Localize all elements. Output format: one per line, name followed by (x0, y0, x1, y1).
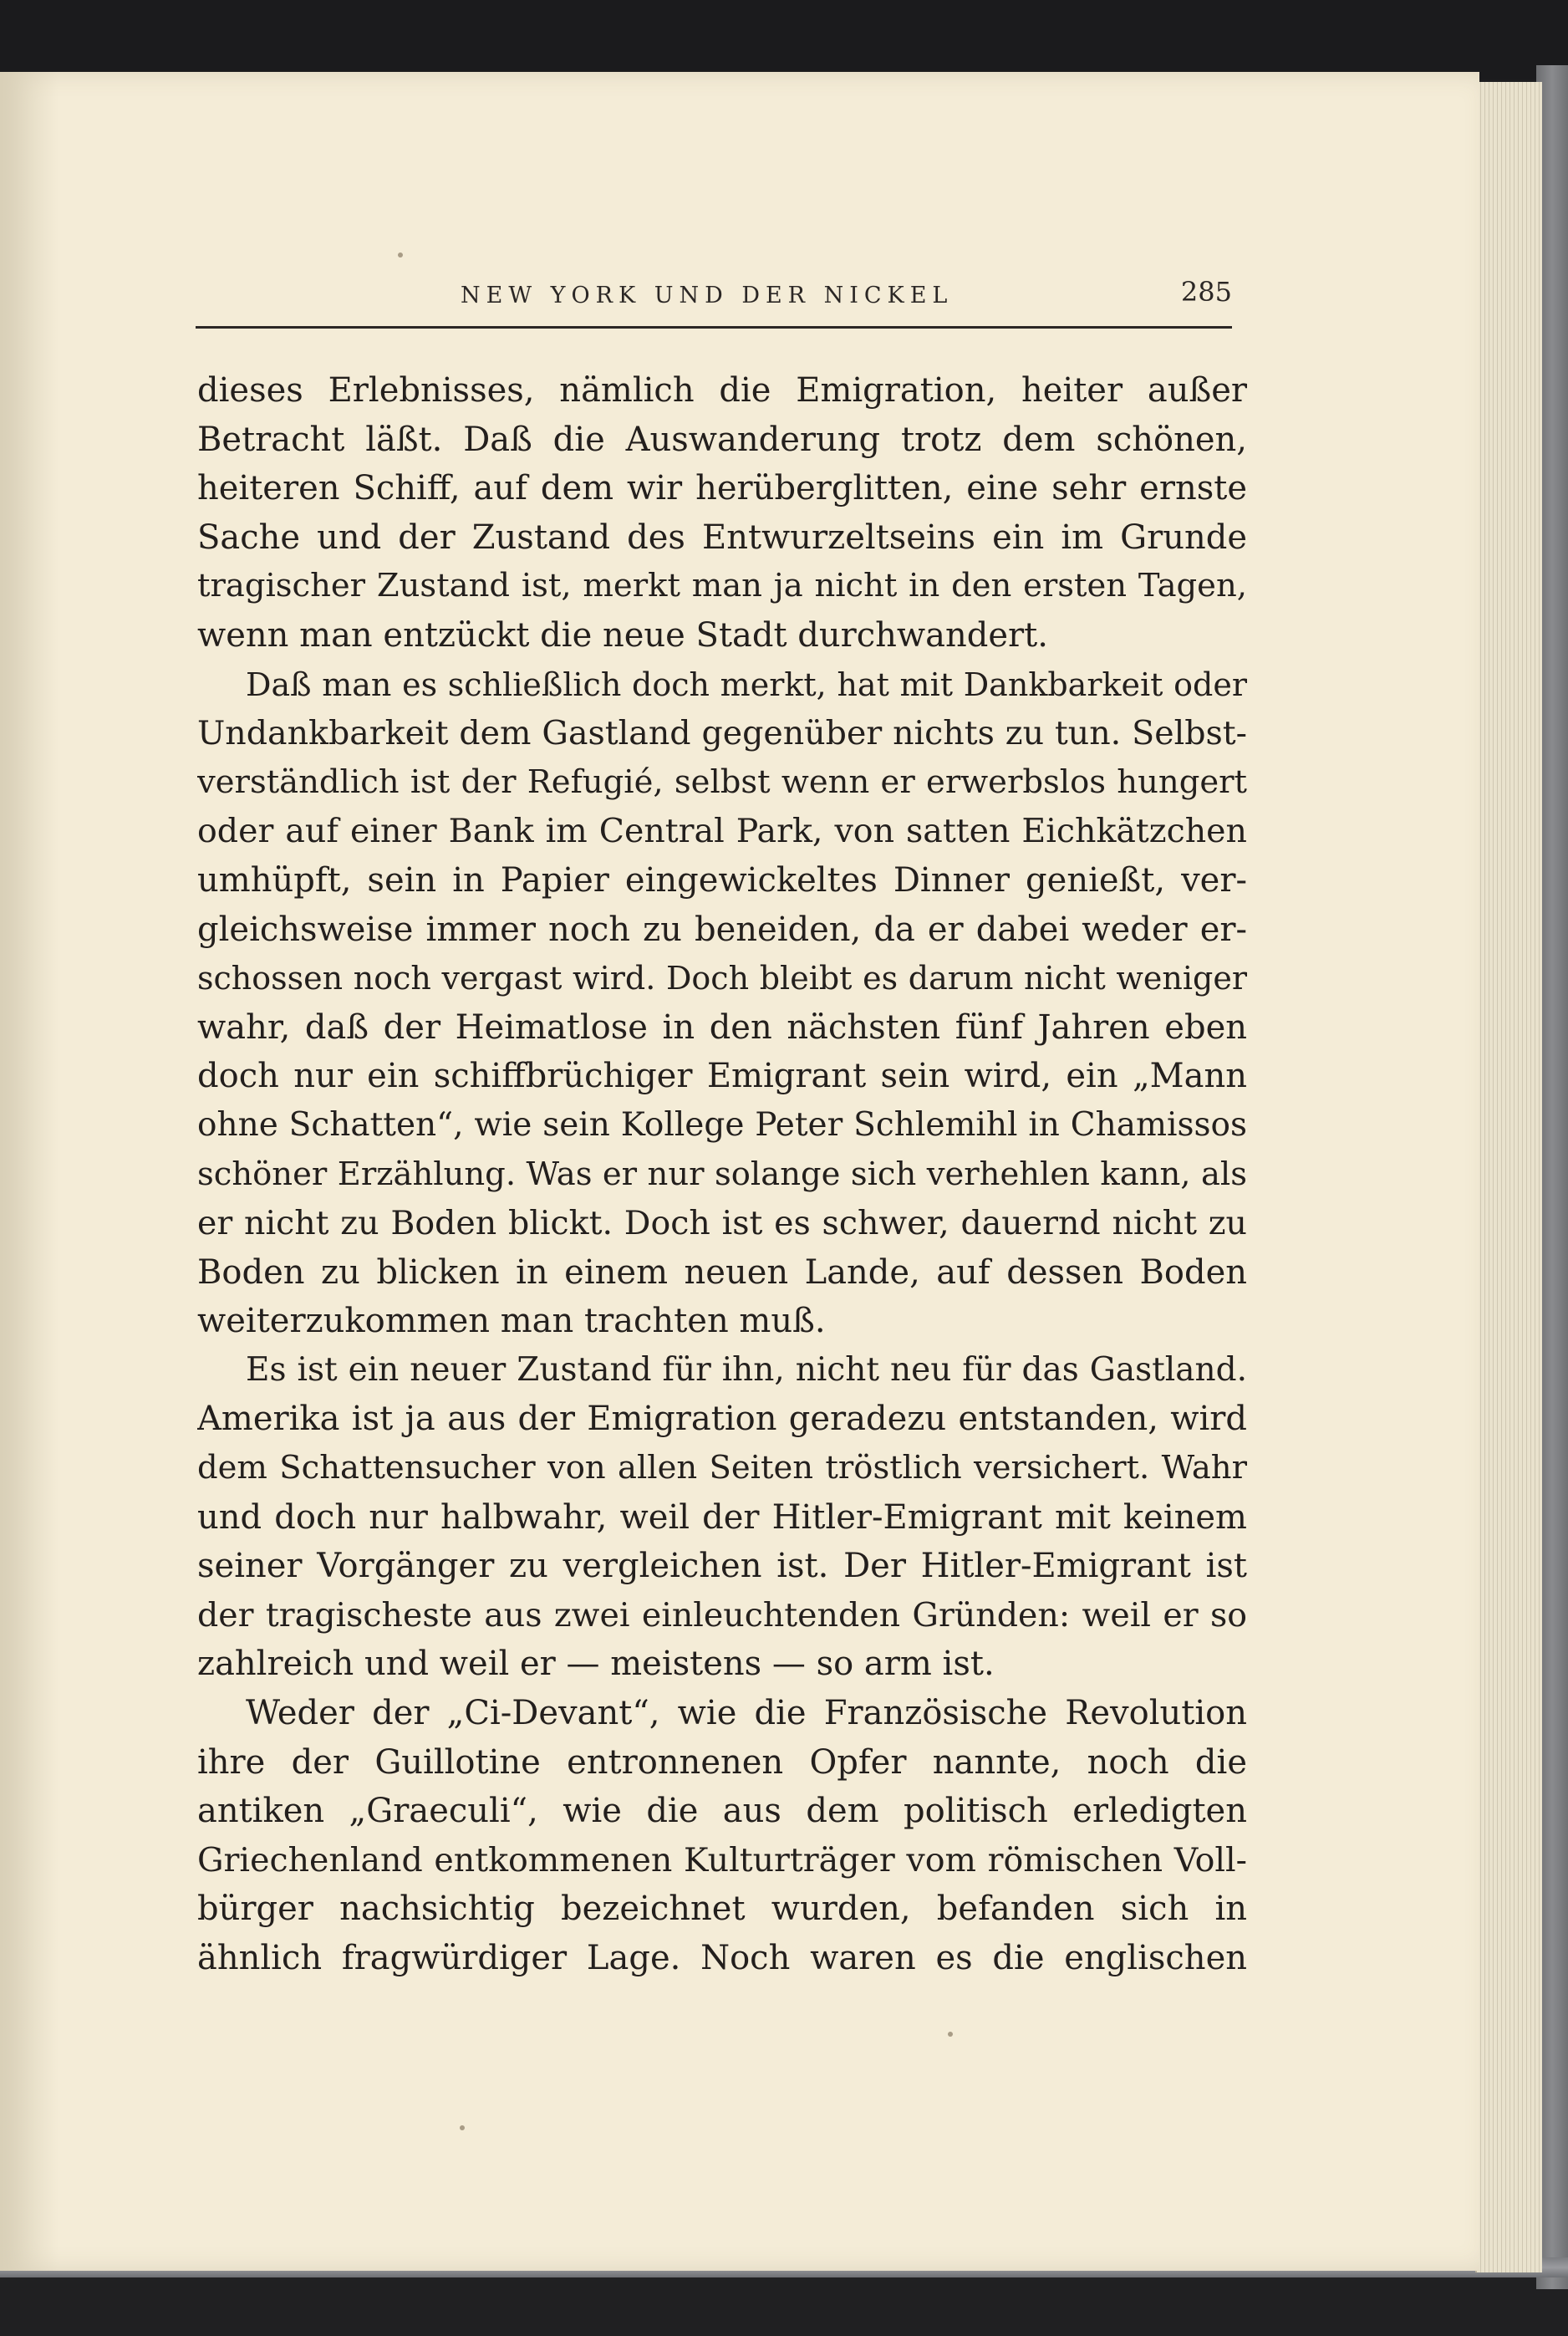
text-line: ohne Schatten“, wie sein Kollege Peter Schlemihl in Chamissos (197, 1105, 1247, 1144)
text-line: antiken „Graeculi“, wie die aus dem politisch erledigten (197, 1792, 1247, 1831)
text-line: ihre der Guillotine entronnenen Opfer nannte, noch die (197, 1742, 1247, 1782)
text-line: schöner Erzählung. Was er nur solange sich verhehlen kann, als (197, 1155, 1247, 1193)
text-line: Daß man es schließlich doch merkt, hat mit Dankbarkeit oder (246, 666, 1247, 703)
text-line: dieses Erlebnisses, nämlich die Emigration, heiter außer (197, 371, 1247, 410)
text-line: Griechenland entkommenen Kulturträger vom römischen Voll- (197, 1840, 1247, 1880)
text-line: er nicht zu Boden blickt. Doch ist es schwer, dauernd nicht zu (197, 1204, 1247, 1243)
text-line: wenn man entzückt die neue Stadt durchwandert. (197, 615, 1048, 655)
scanner-background-bottom (0, 2272, 1568, 2336)
text-line: Sache und der Zustand des Entwurzeltseins ein im Grunde (197, 518, 1247, 557)
text-line: wahr, daß der Heimatlose in den nächsten fünf Jahren eben (197, 1007, 1247, 1047)
text-line: verständlich ist der Refugié, selbst wenn er erwerbslos hungert (197, 763, 1247, 801)
text-line: zahlreich und weil er — meistens — so arm ist. (197, 1645, 995, 1684)
running-head (196, 276, 1232, 329)
paper-speck (460, 2125, 465, 2130)
text-line: heiteren Schiff, auf dem wir herüberglitten, eine sehr ernste (197, 469, 1247, 508)
text-line: schossen noch vergast wird. Doch bleibt es darum nicht weniger (197, 960, 1247, 997)
text-line: doch nur ein schiffbrüchiger Emigrant sein wird, ein „Mann (197, 1057, 1247, 1096)
text-line: weiterzukommen man trachten muß. (197, 1302, 826, 1341)
paper-speck (398, 252, 403, 258)
page-stack-edge (1475, 82, 1542, 2272)
text-line: der tragischeste aus zwei einleuchtenden Gründen: weil er so (197, 1595, 1247, 1635)
text-line: dem Schattensucher von allen Seiten tröstlich versichert. Wahr (197, 1449, 1247, 1487)
page-gutter-shadow (0, 72, 59, 2271)
scanner-background-top (0, 0, 1568, 79)
page-number: 285 (1180, 276, 1232, 308)
text-line: und doch nur halbwahr, weil der Hitler-Emigrant mit keinem (197, 1497, 1247, 1537)
text-line: gleichsweise immer noch zu beneiden, da er dabei weder er- (197, 910, 1247, 949)
text-line: bürger nachsichtig bezeichnet wurden, befanden sich in (197, 1890, 1247, 1929)
text-line: seiner Vorgänger zu vergleichen ist. Der Hitler-Emigrant ist (197, 1547, 1247, 1586)
text-line: oder auf einer Bank im Central Park, von satten Eichkätzchen (197, 812, 1247, 851)
running-title: NEW YORK UND DER NICKEL (461, 283, 954, 309)
text-line: Amerika ist ja aus der Emigration geradezu entstanden, wird (197, 1400, 1247, 1439)
text-line: Undankbarkeit dem Gastland gegenüber nichts zu tun. Selbst- (197, 714, 1247, 753)
text-line: ähnlich fragwürdiger Lage. Noch waren es die englischen (197, 1939, 1247, 1977)
text-line: Betracht läßt. Daß die Auswanderung trotz dem schönen, (197, 420, 1247, 459)
text-line: tragischer Zustand ist, merkt man ja nicht in den ersten Tagen, (197, 567, 1247, 605)
body-text (197, 366, 1247, 1983)
text-line: Weder der „Ci-Devant“, wie die Französische Revolution (246, 1694, 1247, 1733)
text-line: Es ist ein neuer Zustand für ihn, nicht neu für das Gastland. (246, 1350, 1247, 1389)
text-line: Boden zu blicken in einem neuen Lande, auf dessen Boden (197, 1252, 1247, 1292)
paper-speck (948, 2032, 953, 2037)
text-line: umhüpft, sein in Papier eingewickeltes Dinner genießt, ver- (197, 860, 1247, 900)
